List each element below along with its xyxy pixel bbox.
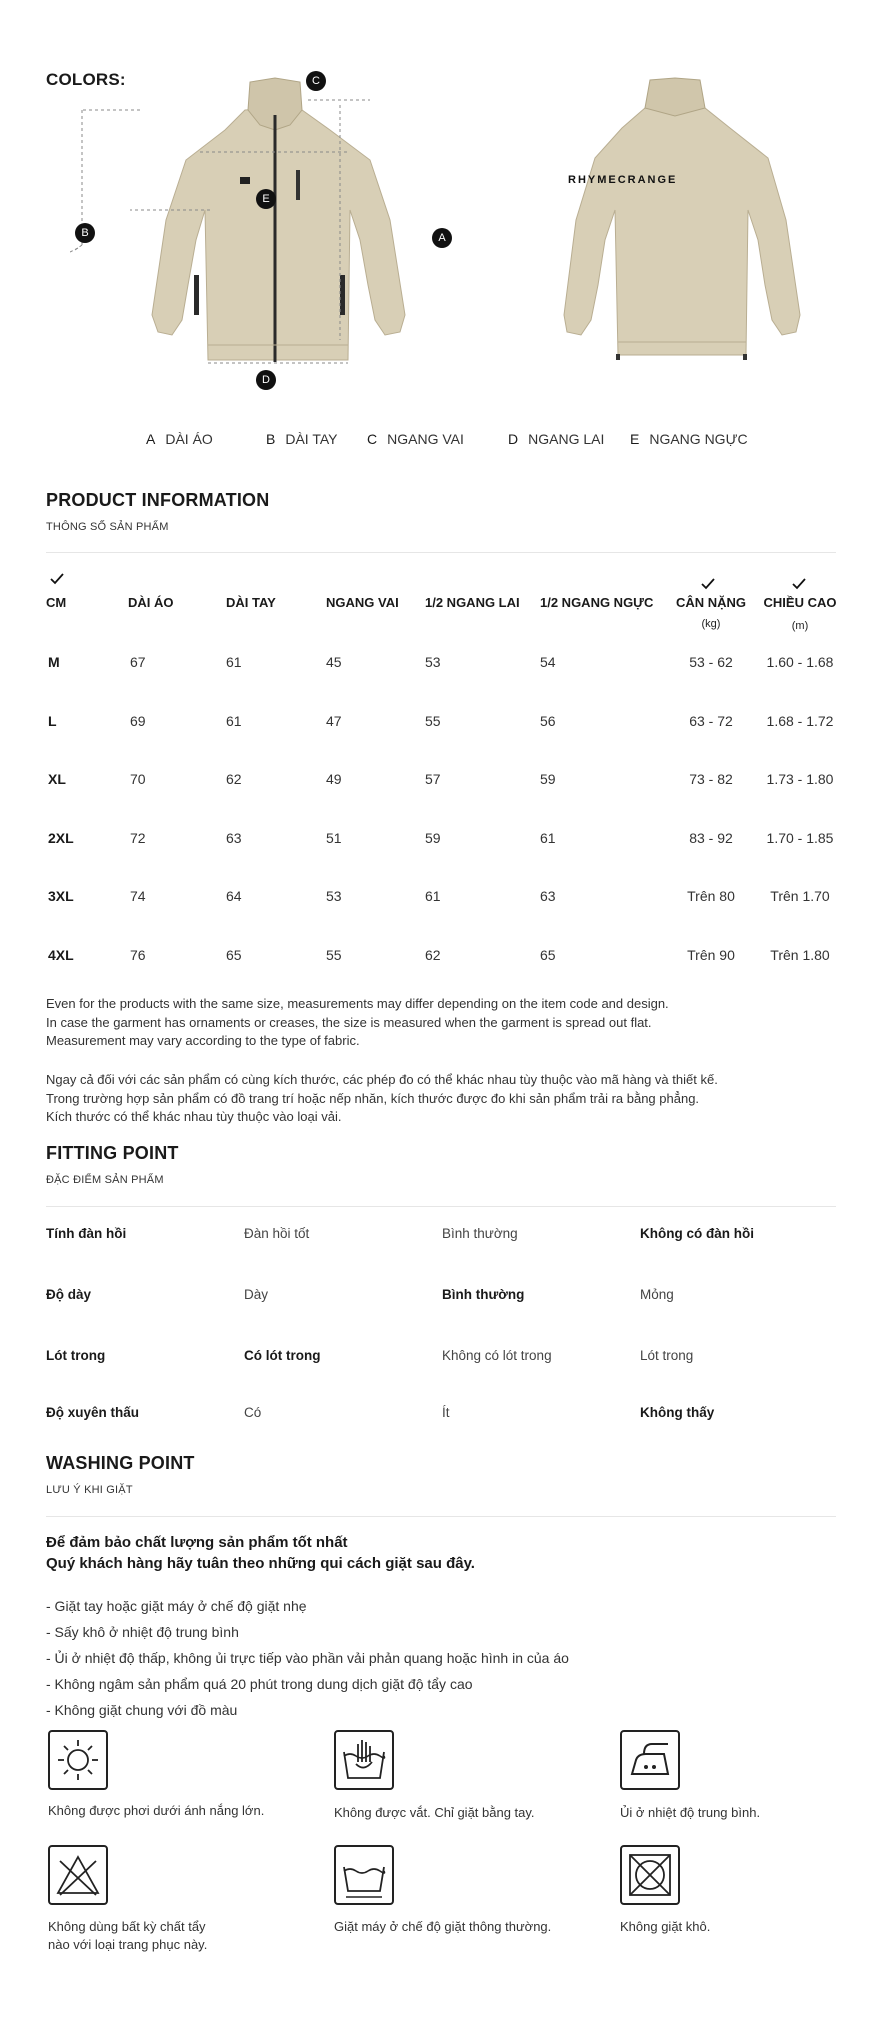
fitting-option: Đàn hồi tốt xyxy=(244,1226,310,1241)
legend-e: E NGANG NGỰC xyxy=(630,431,748,447)
table-cell: 47 xyxy=(326,713,342,729)
list-item: - Không giặt chung với đồ màu xyxy=(46,1702,238,1718)
marker-e: E xyxy=(256,189,276,209)
table-cell: 74 xyxy=(130,888,146,904)
table-cell: 61 xyxy=(425,888,441,904)
table-row-size: 3XL xyxy=(48,888,74,904)
legend-a: A DÀI ÁO xyxy=(146,431,213,447)
col-unit-height: (m) xyxy=(791,620,809,632)
fitting-option-selected: Không có đàn hồi xyxy=(640,1226,754,1241)
table-cell: 1.60 - 1.68 xyxy=(766,654,834,670)
back-logo: RHYMECRANGE xyxy=(568,174,678,186)
table-cell: 1.68 - 1.72 xyxy=(766,713,834,729)
notes-en xyxy=(46,995,669,1051)
fitting-label: Độ xuyên thấu xyxy=(46,1405,140,1420)
table-row-size: 2XL xyxy=(48,830,74,846)
hand-wash-icon xyxy=(334,1730,394,1790)
care-caption: Không được phơi dưới ánh nắng lớn. xyxy=(48,1803,265,1818)
table-cell: Trên 90 xyxy=(687,947,735,963)
table-cell: 1.70 - 1.85 xyxy=(766,830,834,846)
divider xyxy=(46,1206,836,1207)
care-caption: Ủi ở nhiệt độ trung bình. xyxy=(620,1805,761,1820)
care-caption: Không được vắt. Chỉ giặt bằng tay. xyxy=(334,1805,535,1820)
notes-vi xyxy=(46,1071,718,1127)
list-item: - Giặt tay hoặc giặt máy ở chế độ giặt nhẹ xyxy=(46,1598,307,1614)
marker-d: D xyxy=(256,370,276,390)
table-cell: 53 xyxy=(425,654,441,670)
marker-c: C xyxy=(306,71,326,91)
no-dry-clean-icon xyxy=(620,1845,680,1905)
note-line: Measurement may vary according to the type of fabric. xyxy=(46,1033,360,1048)
iron-medium-icon xyxy=(620,1730,680,1790)
table-cell: 45 xyxy=(326,654,342,670)
washing-list xyxy=(46,1593,569,1723)
fitting-option-selected: Không thấy xyxy=(640,1405,715,1420)
table-cell: 63 - 72 xyxy=(689,713,733,729)
fitting-option: Có xyxy=(244,1405,262,1420)
table-row-size: L xyxy=(48,713,57,729)
table-cell: 62 xyxy=(226,771,242,787)
legend-c: C NGANG VAI xyxy=(367,431,464,447)
table-cell: 54 xyxy=(540,654,556,670)
fitting-option: Ít xyxy=(442,1405,450,1420)
table-cell: 49 xyxy=(326,771,342,787)
col-header-sleeve: DÀI TAY xyxy=(226,595,276,610)
check-icon xyxy=(792,577,806,591)
check-icon xyxy=(50,572,64,586)
jacket-front xyxy=(152,78,405,362)
col-header-length: DÀI ÁO xyxy=(128,595,174,610)
marker-b: B xyxy=(75,223,95,243)
col-header-shoulder: NGANG VAI xyxy=(326,595,399,610)
table-cell: 55 xyxy=(326,947,342,963)
note-line: In case the garment has ornaments or creases, the size is measured when the garment is spread out flat. xyxy=(46,1014,652,1030)
list-item: - Sấy khô ở nhiệt độ trung bình xyxy=(46,1624,239,1640)
care-caption: Giặt máy ở chế độ giặt thông thường. xyxy=(334,1919,552,1934)
table-row-size: 4XL xyxy=(48,947,74,963)
intro-line: Để đảm bảo chất lượng sản phẩm tốt nhất xyxy=(46,1534,348,1551)
fitting-option-selected: Bình thường xyxy=(442,1287,525,1302)
fitting-option-selected: Có lót trong xyxy=(244,1348,321,1363)
product-info-title: PRODUCT INFORMATION xyxy=(46,490,270,510)
legend-d: D NGANG LAI xyxy=(508,431,605,447)
table-cell: 70 xyxy=(130,771,146,787)
fitting-option: Không có lót trong xyxy=(442,1348,552,1363)
table-cell: 51 xyxy=(326,830,342,846)
note-line: Kích thước có thể khác nhau tùy thuộc vào loại vải. xyxy=(46,1109,342,1124)
col-header-hem: 1/2 NGANG LAI xyxy=(425,595,520,610)
table-cell: 73 - 82 xyxy=(689,771,733,787)
table-cell: 72 xyxy=(130,830,146,846)
fitting-option: Mỏng xyxy=(640,1287,674,1302)
legend-b: B DÀI TAY xyxy=(266,431,338,447)
note-line: Trong trường hợp sản phẩm có đồ trang trí hoặc nếp nhăn, kích thước được đo khi sản phẩm trải ra bằng phẳng. xyxy=(46,1090,700,1106)
fitting-subtitle: ĐẶC ĐIỂM SẢN PHẨM xyxy=(46,1174,164,1186)
list-item: - Không ngâm sản phẩm quá 20 phút trong dung dịch giặt độ tẩy cao xyxy=(46,1676,473,1692)
table-cell: 63 xyxy=(540,888,556,904)
table-cell: 55 xyxy=(425,713,441,729)
table-cell: 65 xyxy=(540,947,556,963)
table-cell: 61 xyxy=(226,713,242,729)
table-row-size: XL xyxy=(48,771,66,787)
marker-a: A xyxy=(432,228,452,248)
note-line: Ngay cả đối với các sản phẩm có cùng kích thước, các phép đo có thể khác nhau tùy thuộc vào mã hàng và thiết kế. xyxy=(46,1072,718,1087)
intro-line: Quý khách hàng hãy tuân theo những qui cách giặt sau đây. xyxy=(46,1555,475,1572)
colors-title: COLORS: xyxy=(46,70,126,89)
care-caption: Không dùng bất kỳ chất tẩy nào với loại trang phục này. xyxy=(48,1919,208,1952)
product-info-subtitle: THÔNG SỐ SẢN PHẨM xyxy=(46,521,169,533)
check-icon xyxy=(701,577,715,591)
fitting-title: FITTING POINT xyxy=(46,1143,179,1163)
table-cell: 76 xyxy=(130,947,146,963)
col-header-chest: 1/2 NGANG NGỰC xyxy=(540,595,654,610)
care-caption: Không giặt khô. xyxy=(620,1919,711,1934)
divider xyxy=(46,552,836,553)
col-header-height: CHIỀU CAO xyxy=(763,595,837,610)
col-unit-weight: (kg) xyxy=(701,618,721,630)
washing-subtitle: LƯU Ý KHI GIẶT xyxy=(46,1484,133,1496)
table-cell: 63 xyxy=(226,830,242,846)
no-bleach-icon xyxy=(48,1845,108,1905)
col-header-weight: CÂN NẶNG xyxy=(675,595,747,610)
table-cell: 1.73 - 1.80 xyxy=(766,771,834,787)
table-cell: 56 xyxy=(540,713,556,729)
table-cell: 53 xyxy=(326,888,342,904)
no-sun-dry-icon xyxy=(48,1730,108,1790)
fitting-label: Lót trong xyxy=(46,1348,106,1363)
fitting-option: Bình thường xyxy=(442,1226,518,1241)
table-cell: 61 xyxy=(226,654,242,670)
table-cell: 67 xyxy=(130,654,146,670)
table-cell: 62 xyxy=(425,947,441,963)
table-cell: Trên 1.70 xyxy=(770,888,830,904)
table-cell: 69 xyxy=(130,713,146,729)
washing-title: WASHING POINT xyxy=(46,1453,195,1473)
table-row-size: M xyxy=(48,654,60,670)
jacket-back xyxy=(564,78,810,360)
table-cell: 83 - 92 xyxy=(689,830,733,846)
note-line: Even for the products with the same size, measurements may differ depending on the item code and design. xyxy=(46,996,669,1011)
table-cell: 65 xyxy=(226,947,242,963)
fitting-label: Tính đàn hồi xyxy=(46,1226,127,1241)
list-item: - Ủi ở nhiệt độ thấp, không ủi trực tiếp vào phần vải phản quang hoặc hình in của áo xyxy=(46,1650,569,1666)
table-cell: 61 xyxy=(540,830,556,846)
table-cell: 64 xyxy=(226,888,242,904)
table-cell: 59 xyxy=(540,771,556,787)
col-header-size: CM xyxy=(46,595,67,610)
divider xyxy=(46,1516,836,1517)
machine-wash-gentle-icon xyxy=(334,1845,394,1905)
fitting-option: Lót trong xyxy=(640,1348,694,1363)
table-cell: Trên 1.80 xyxy=(770,947,830,963)
table-cell: 53 - 62 xyxy=(689,654,733,670)
fitting-option: Dày xyxy=(244,1287,269,1302)
fitting-label: Độ dày xyxy=(46,1287,92,1302)
table-cell: Trên 80 xyxy=(687,888,735,904)
washing-intro xyxy=(46,1532,475,1574)
table-cell: 57 xyxy=(425,771,441,787)
table-cell: 59 xyxy=(425,830,441,846)
